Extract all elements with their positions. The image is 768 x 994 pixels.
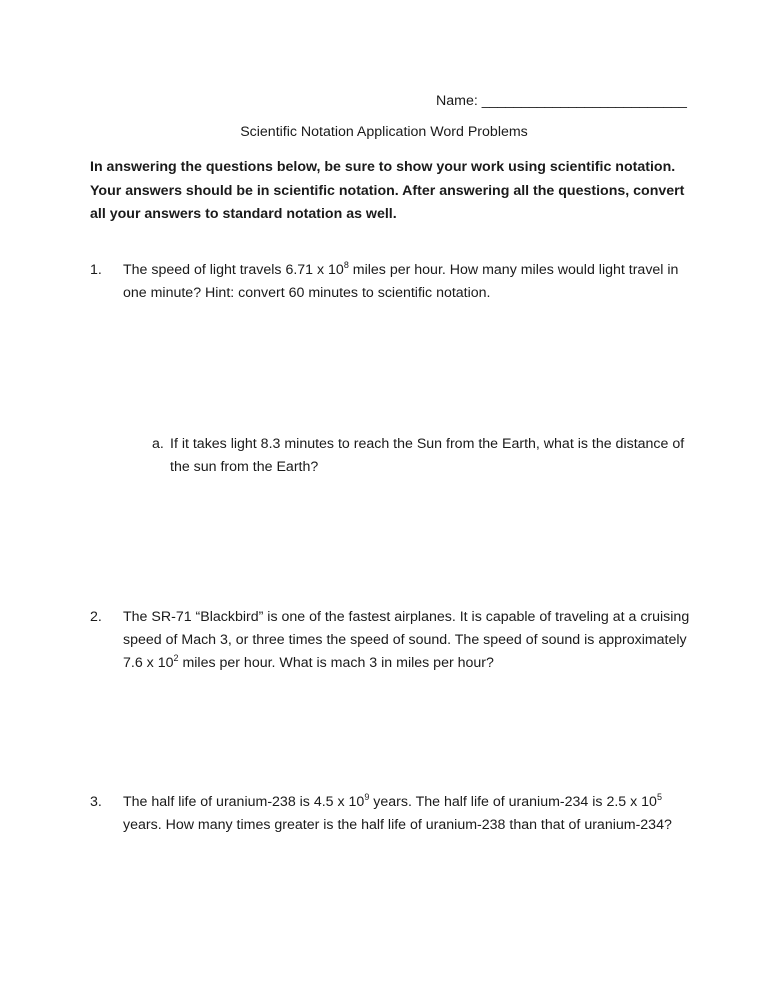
- exponent: 2: [173, 653, 179, 663]
- name-field-label: Name: __________________________: [436, 93, 687, 109]
- page-title: Scientific Notation Application Word Problems: [240, 124, 528, 140]
- question-number: 1.: [90, 262, 102, 278]
- sub-question-number: a.: [152, 436, 164, 452]
- question-3: [90, 791, 690, 837]
- question-text: The half life of uranium-238 is 4.5 x $10^9$ years. The half life of uranium-234 is 2.5 x $10^5$ years. How many times greater is the half life of uranium-238 than that of uranium-234?: [123, 792, 672, 833]
- question-text: The speed of light travels 6.71 x $10^8$ miles per hour. How many miles would light travel in one minute? Hint: convert 60 minutes to scientific notation.: [123, 260, 679, 301]
- instructions: In answering the questions below, be sure to show your work using scientific notation. Your answers should be in scientific notation. After answering all the questions, convert all your answers to standard notation as well.: [90, 159, 685, 222]
- question-number: 2.: [90, 609, 102, 625]
- exponent: 9: [364, 792, 370, 802]
- exponent: 8: [343, 260, 349, 270]
- question-number: 3.: [90, 794, 102, 810]
- question-1: [90, 259, 690, 305]
- question-text: The SR-71 “Blackbird” is one of the fastest airplanes. It is capable of traveling at a cruising speed of Mach 3, or three times the speed of sound. The speed of sound is approximately 7.6 x $10^2$ miles per hour. What is mach 3 in miles per hour?: [123, 609, 690, 671]
- question-1a: [152, 433, 692, 479]
- exponent: 5: [656, 792, 662, 802]
- question-2: [90, 606, 690, 675]
- sub-question-text: If it takes light 8.3 minutes to reach the Sun from the Earth, what is the distance of the sun from the Earth?: [170, 436, 685, 475]
